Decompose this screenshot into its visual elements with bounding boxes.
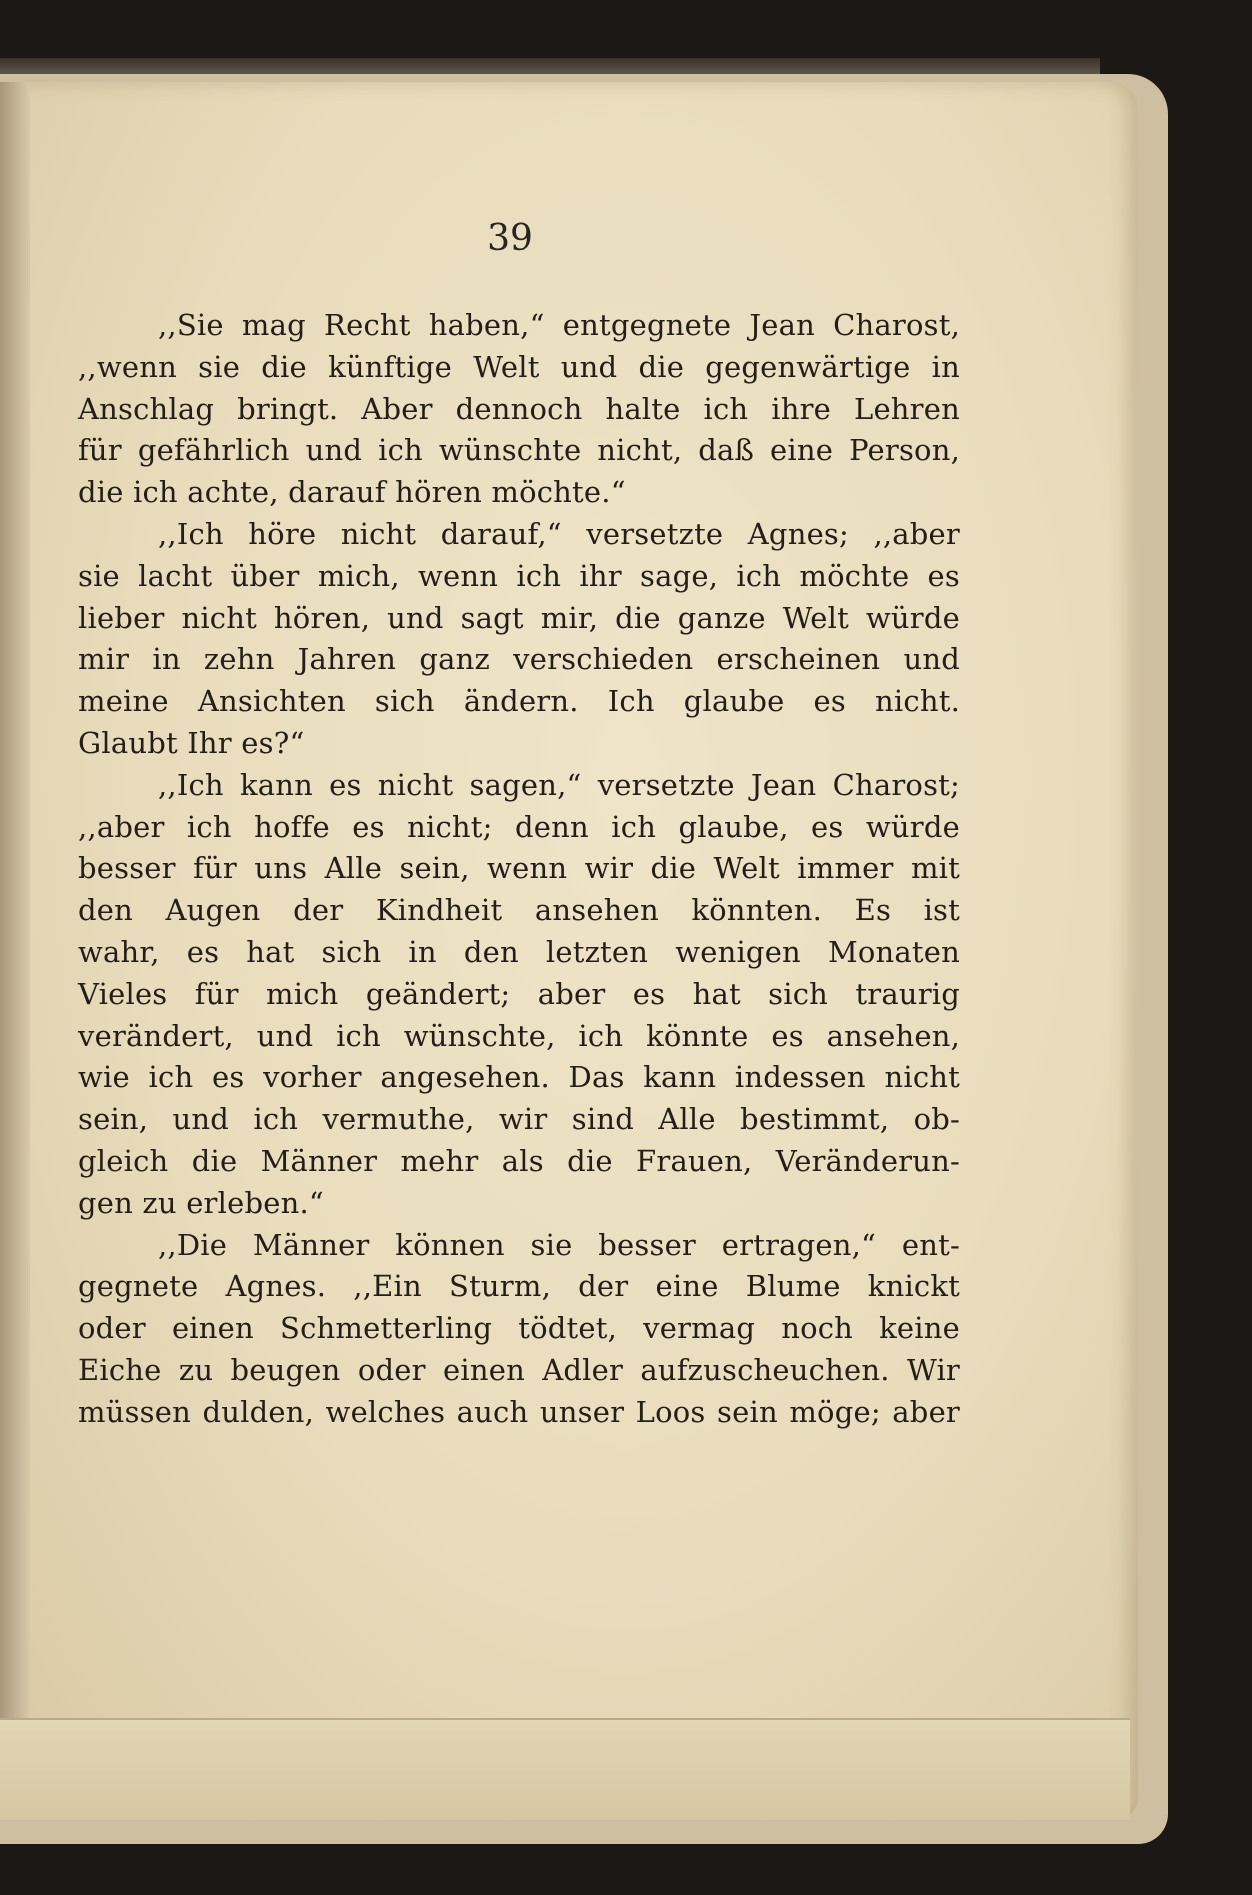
text-line: gen zu erleben.“: [78, 1185, 324, 1220]
text-line: müssen dulden, welches auch unser Loos sein möge; aber: [78, 1394, 960, 1429]
text-line: wie ich es vorher angesehen. Das kann indessen nicht: [78, 1060, 960, 1095]
text-line: Anschlag bringt. Aber dennoch halte ich ihre Lehren: [78, 391, 960, 426]
text-line: Glaubt Ihr es?“: [78, 725, 305, 760]
text-line: oder einen Schmetterling tödtet, vermag noch keine: [78, 1311, 960, 1346]
text-line: ,,Sie mag Recht haben,“ entgegnete Jean Charost,: [158, 308, 960, 342]
text-line: mir in zehn Jahren ganz verschieden erscheinen und: [78, 642, 960, 677]
text-line: ,,Ich kann es nicht sagen,“ versetzte Jean Charost;: [158, 767, 960, 802]
text-line: gleich die Männer mehr als die Frauen, Veränderun-: [78, 1143, 960, 1178]
text-line: die ich achte, darauf hören möchte.“: [78, 475, 626, 510]
text-line: sie lacht über mich, wenn ich ihr sage, ich möchte es: [78, 558, 960, 593]
text-line: den Augen der Kindheit ansehen könnten. Es ist: [78, 893, 960, 928]
page-gutter: [0, 82, 30, 1817]
page-bottom-margin: [0, 1718, 1130, 1820]
text-line: ,,Die Männer können sie besser ertragen,“ ent-: [158, 1227, 960, 1262]
text-line: ,,wenn sie die künftige Welt und die gegenwärtige in: [78, 349, 960, 384]
page-number: 39: [487, 218, 533, 259]
text-line: für gefährlich und ich wünschte nicht, daß eine Person,: [78, 433, 960, 468]
text-line: verändert, und ich wünschte, ich könnte es ansehen,: [78, 1018, 960, 1053]
text-line: gegnete Agnes. ,,Ein Sturm, der eine Blume knickt: [78, 1269, 960, 1304]
text-line: Eiche zu beugen oder einen Adler aufzuscheuchen. Wir: [78, 1352, 960, 1387]
text-line: sein, und ich vermuthe, wir sind Alle bestimmt, ob-: [78, 1102, 960, 1137]
text-line: wahr, es hat sich in den letzten wenigen Monaten: [78, 934, 960, 969]
body-text: [78, 305, 960, 1434]
text-line: meine Ansichten sich ändern. Ich glaube es nicht.: [78, 684, 960, 719]
text-line: Vieles für mich geändert; aber es hat sich traurig: [78, 976, 960, 1011]
text-line: besser für uns Alle sein, wenn wir die Welt immer mit: [78, 851, 960, 886]
text-line: ,,aber ich hoffe es nicht; denn ich glaube, es würde: [78, 809, 960, 844]
text-line: ,,Ich höre nicht darauf,“ versetzte Agnes; ,,aber: [158, 516, 960, 551]
text-line: lieber nicht hören, und sagt mir, die ganze Welt würde: [78, 600, 960, 635]
